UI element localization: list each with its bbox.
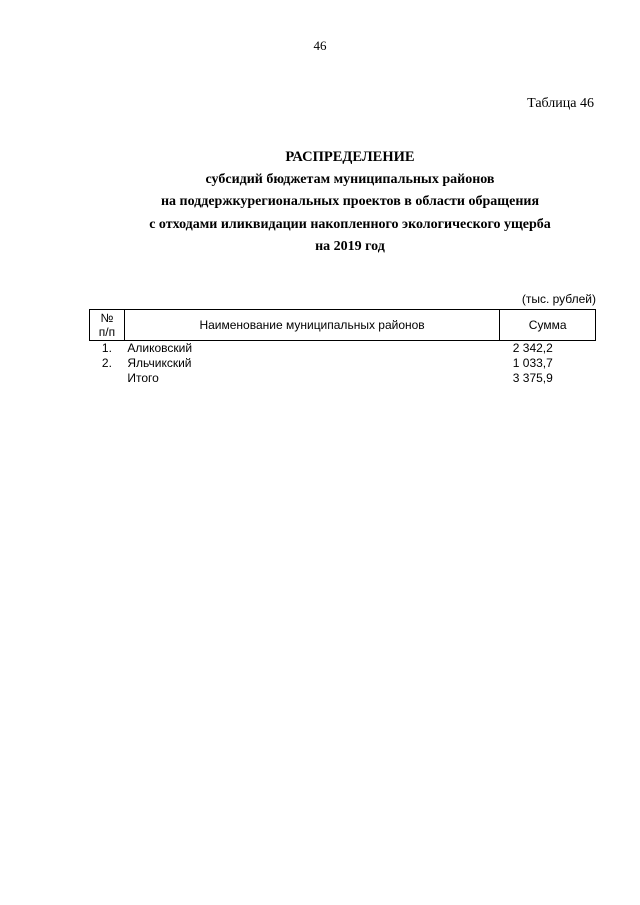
page-number: 46: [313, 38, 327, 53]
row-number: [90, 371, 125, 386]
title-line: с отходами иликвидации накопленного экологического ущерба: [149, 216, 551, 232]
table-header-row: [90, 310, 596, 341]
table-label: Таблица 46: [527, 96, 594, 111]
document-title: [60, 146, 640, 259]
table-total-row: [90, 371, 596, 386]
header-sum: Сумма: [500, 310, 596, 341]
header-number: [90, 310, 125, 341]
title-line: субсидий бюджетам муниципальных районов: [205, 171, 495, 187]
header-number-abbr: п/п: [98, 325, 116, 339]
total-label: Итого: [127, 371, 159, 385]
title-line: на поддержкурегиональных проектов в области обращения: [160, 194, 540, 209]
title-main: РАСПРЕДЕЛЕНИЕ: [285, 149, 415, 165]
row-number: 1.: [101, 341, 112, 355]
row-sum: 1 033,7: [512, 356, 553, 370]
units-label: (тыс. рублей): [521, 292, 596, 306]
header-name: Наименование муниципальных районов: [124, 310, 499, 341]
row-number: 2.: [101, 356, 112, 370]
table-row: [90, 341, 596, 357]
row-sum: 2 342,2: [512, 341, 553, 355]
title-line: на 2019 год: [315, 239, 385, 254]
total-sum: 3 375,9: [512, 371, 553, 385]
table-row: [90, 356, 596, 371]
header-number-symbol: №: [100, 311, 114, 325]
row-district-name: Яльчикский: [127, 356, 192, 370]
subsidy-table: [89, 309, 596, 386]
row-district-name: Аликовский: [127, 341, 193, 355]
